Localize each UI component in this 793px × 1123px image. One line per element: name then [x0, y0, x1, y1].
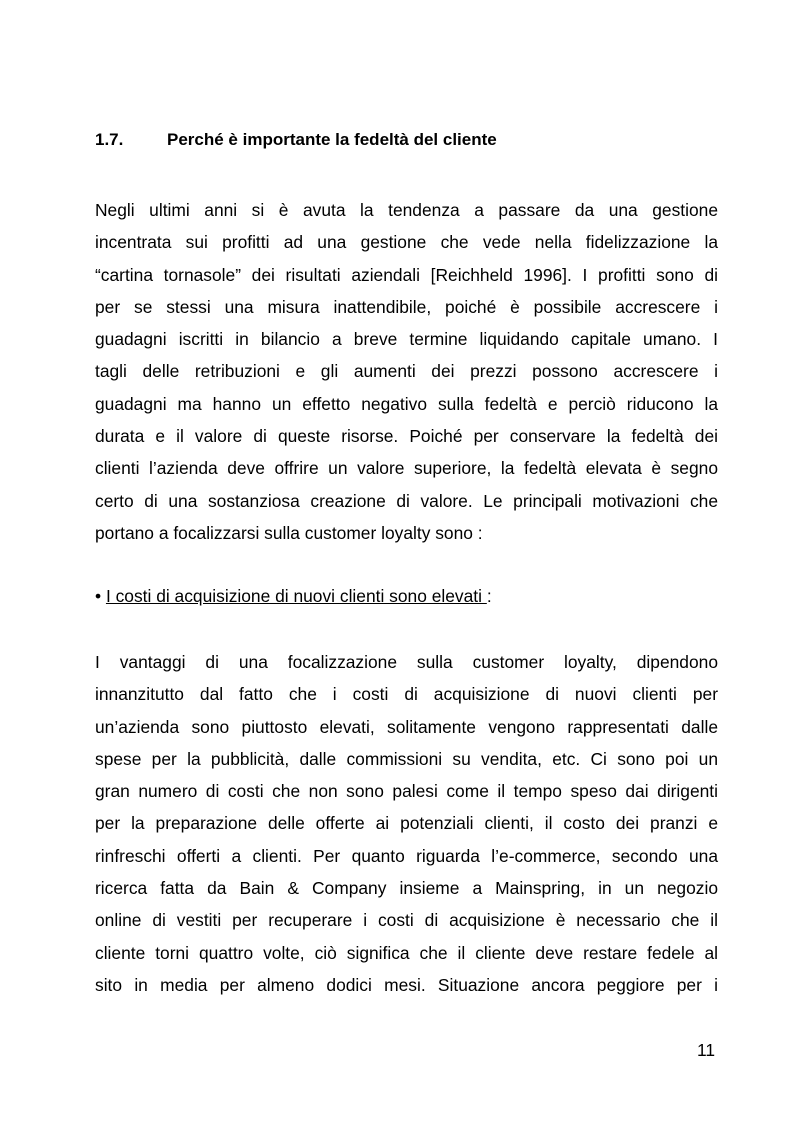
paragraph-line: guadagni iscritti in bilancio a breve termine liquidando capitale umano. I: [95, 329, 718, 350]
paragraph-line: per se stessi una misura inattendibile, poiché è possibile accrescere i: [95, 296, 718, 317]
paragraph-line: I vantaggi di una focalizzazione sulla customer loyalty, dipendono: [95, 652, 718, 672]
paragraph-line: ricerca fatta da Bain & Company insieme a Mainspring, in un negozio: [95, 878, 718, 899]
paragraph-line: rinfreschi offerti a clienti. Per quanto riguarda l’e-commerce, secondo una: [95, 845, 718, 866]
paragraph-acquisition-costs: [95, 646, 718, 1001]
section-heading: [95, 130, 497, 150]
paragraph-intro: [95, 194, 718, 549]
page-number: 11: [697, 1040, 716, 1060]
paragraph-line: gran numero di costi che non sono palesi come il tempo speso dai dirigenti: [95, 781, 718, 802]
paragraph-line: durata e il valore di queste risorse. Poiché per conservare la fedeltà dei: [95, 426, 718, 447]
paragraph-line: spese per la pubblicità, dalle commissioni su vendita, etc. Ci sono poi un: [95, 748, 718, 769]
paragraph-line: innanzitutto dal fatto che i costi di acquisizione di nuovi clienti per: [95, 684, 718, 705]
paragraph-line: online di vestiti per recuperare i costi di acquisizione è necessario che il: [95, 910, 718, 931]
paragraph-line: certo di una sostanziosa creazione di valore. Le principali motivazioni che: [95, 490, 718, 511]
bullet-item: [95, 586, 492, 607]
bullet-suffix: :: [486, 586, 492, 606]
paragraph-line: sito in media per almeno dodici mesi. Situazione ancora peggiore per i: [95, 974, 718, 995]
paragraph-line: clienti l’azienda deve offrire un valore superiore, la fedeltà elevata è segno: [95, 458, 718, 479]
section-number: 1.7.: [95, 130, 124, 149]
paragraph-line: un’azienda sono piuttosto elevati, solitamente vengono rappresentati dalle: [95, 716, 718, 737]
paragraph-line: incentrata sui profitti ad una gestione che vede nella fidelizzazione la: [95, 232, 718, 253]
paragraph-line: “cartina tornasole” dei risultati aziendali [Reichheld 1996]. I profitti sono di: [95, 264, 718, 285]
bullet-marker: •: [95, 586, 102, 606]
paragraph-line: Negli ultimi anni si è avuta la tendenza a passare da una gestione: [95, 200, 718, 220]
paragraph-line: cliente torni quattro volte, ciò significa che il cliente deve restare fedele al: [95, 942, 718, 963]
paragraph-line: guadagni ma hanno un effetto negativo sulla fedeltà e perciò riducono la: [95, 393, 718, 414]
bullet-underlined-text: I costi di acquisizione di nuovi clienti sono elevati: [105, 586, 487, 606]
section-title: Perché è importante la fedeltà del cliente: [167, 130, 497, 149]
paragraph-line: tagli delle retribuzioni e gli aumenti dei prezzi possono accrescere i: [95, 361, 718, 382]
paragraph-line: per la preparazione delle offerte ai potenziali clienti, il costo dei pranzi e: [95, 813, 718, 834]
paragraph-line: portano a focalizzarsi sulla customer loyalty sono :: [95, 522, 483, 543]
